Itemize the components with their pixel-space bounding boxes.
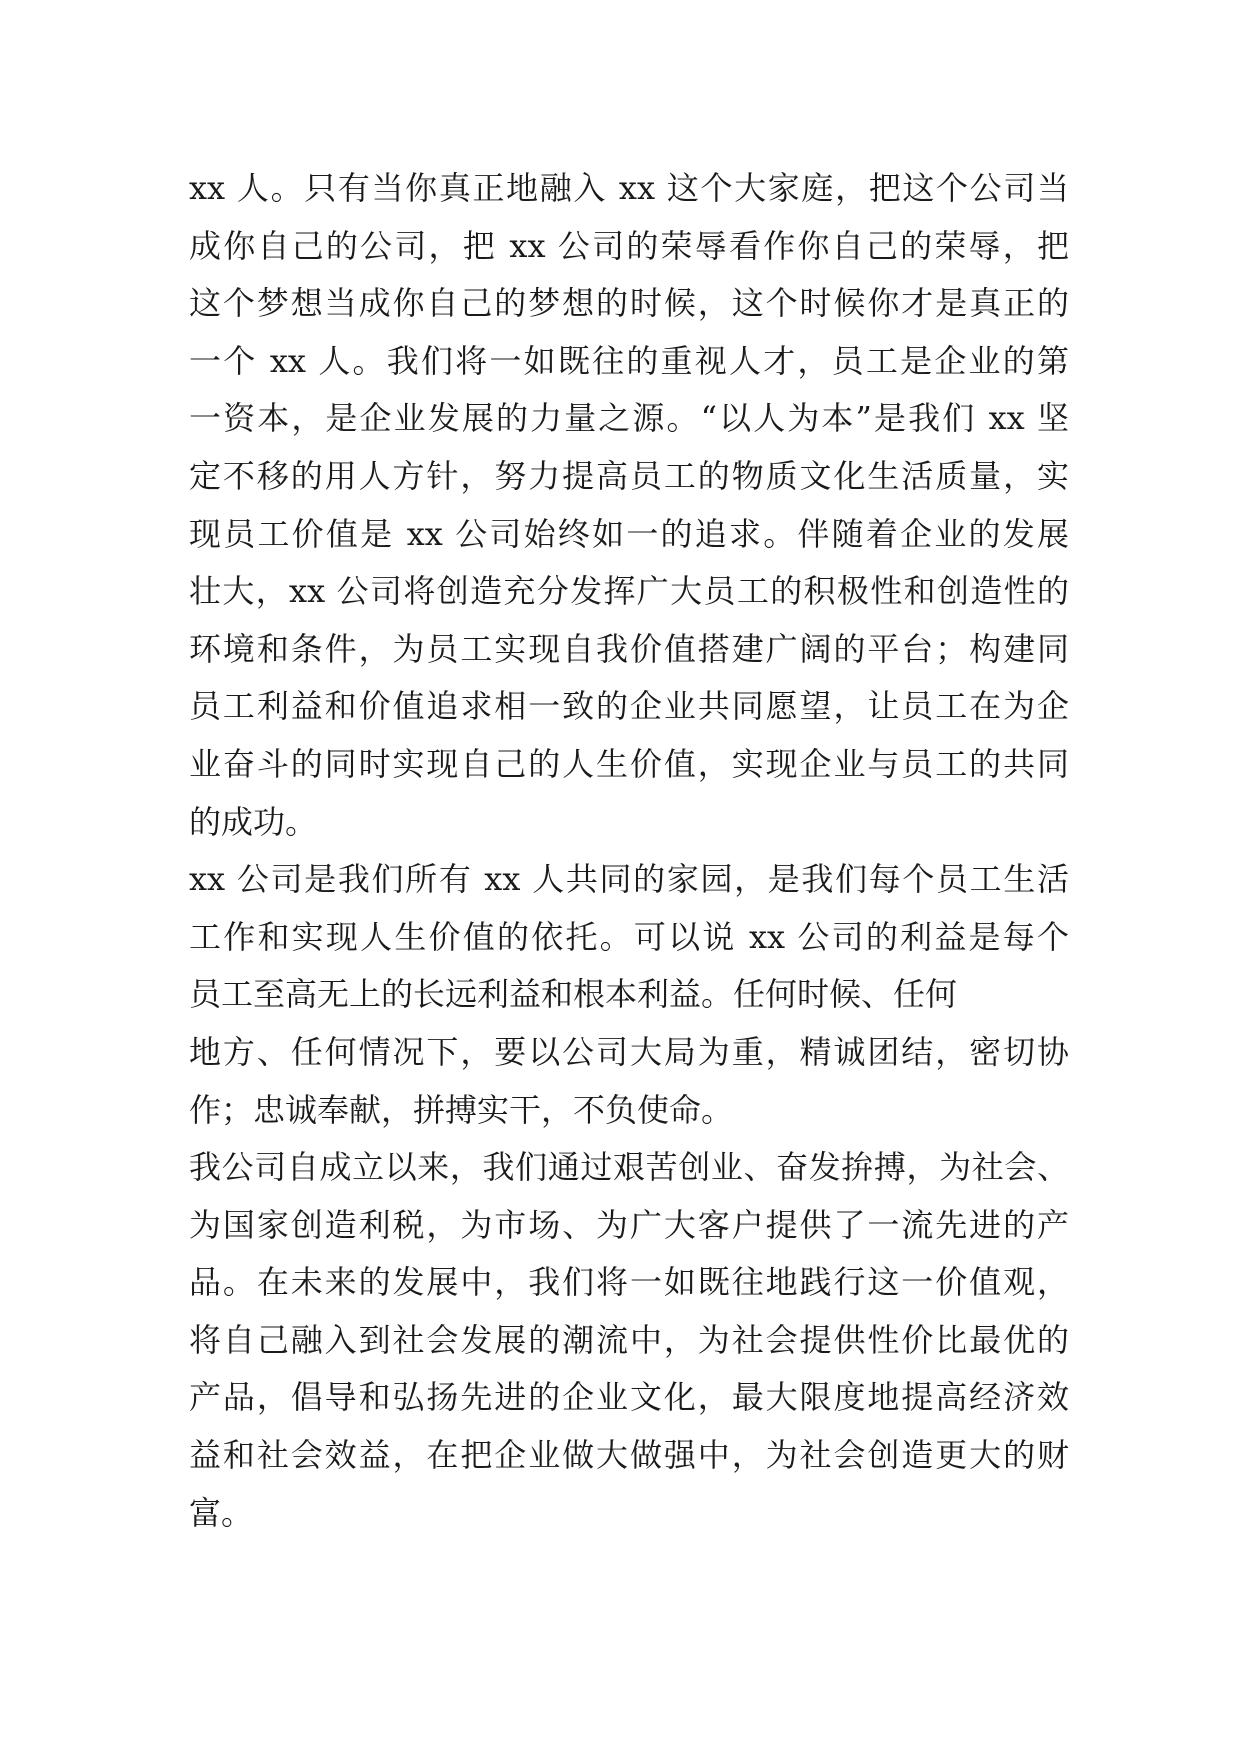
text-line: 将自己融入到社会发展的潮流中，为社会提供性价比最优的 xyxy=(189,1320,1069,1359)
text-line: 作；忠诚奉献，拼搏实干，不负使命。 xyxy=(189,1090,734,1129)
text-line: 业奋斗的同时实现自己的人生价值，实现企业与员工的共同 xyxy=(189,744,1069,783)
text-line: 这个梦想当成你自己的梦想的时候，这个时候你才是真正的 xyxy=(189,284,1069,323)
text-line: 我公司自成立以来，我们通过艰苦创业、奋发拚搏，为社会、 xyxy=(189,1148,1069,1187)
text-line: xx 公司是我们所有 xx 人共同的家园，是我们每个员工生活 xyxy=(189,860,1069,899)
text-line: 成你自己的公司，把 xx 公司的荣辱看作你自己的荣辱，把 xyxy=(189,226,1069,265)
text-line: 环境和条件，为员工实现自我价值搭建广阔的平台；构建同 xyxy=(189,629,1069,668)
text-line: 员工至高无上的长远利益和根本利益。任何时候、任何 xyxy=(189,975,958,1014)
text-line: 工作和实现人生价值的依托。可以说 xx 公司的利益是每个 xyxy=(189,917,1069,956)
text-line: 为国家创造利税，为市场、为广大客户提供了一流先进的产 xyxy=(189,1205,1069,1244)
text-line: 一资本，是企业发展的力量之源。“以人为本”是我们 xx 坚 xyxy=(189,399,1069,438)
text-line: 地方、任何情况下，要以公司大局为重，精诚团结，密切协 xyxy=(189,1032,1069,1071)
text-line: 员工利益和价值追求相一致的企业共同愿望，让员工在为企 xyxy=(189,687,1069,726)
text-line: 壮大，xx 公司将创造充分发挥广大员工的积极性和创造性的 xyxy=(189,572,1069,611)
text-line: 品。在未来的发展中，我们将一如既往地践行这一价值观， xyxy=(189,1263,1069,1302)
body-text xyxy=(189,160,1069,1542)
text-line: 益和社会效益，在把企业做大做强中，为社会创造更大的财 xyxy=(189,1436,1069,1475)
text-line: xx 人。只有当你真正地融入 xx 这个大家庭，把这个公司当 xyxy=(189,169,1069,207)
text-line: 一个 xx 人。我们将一如既往的重视人才，员工是企业的第 xyxy=(189,341,1069,380)
text-line: 富。 xyxy=(189,1493,254,1532)
text-line: 产品，倡导和弘扬先进的企业文化，最大限度地提高经济效 xyxy=(189,1378,1069,1417)
text-line: 定不移的用人方针，努力提高员工的物质文化生活质量，实 xyxy=(189,456,1069,495)
text-line: 现员工价值是 xx 公司始终如一的追求。伴随着企业的发展 xyxy=(189,514,1069,553)
text-line: 的成功。 xyxy=(189,802,318,841)
